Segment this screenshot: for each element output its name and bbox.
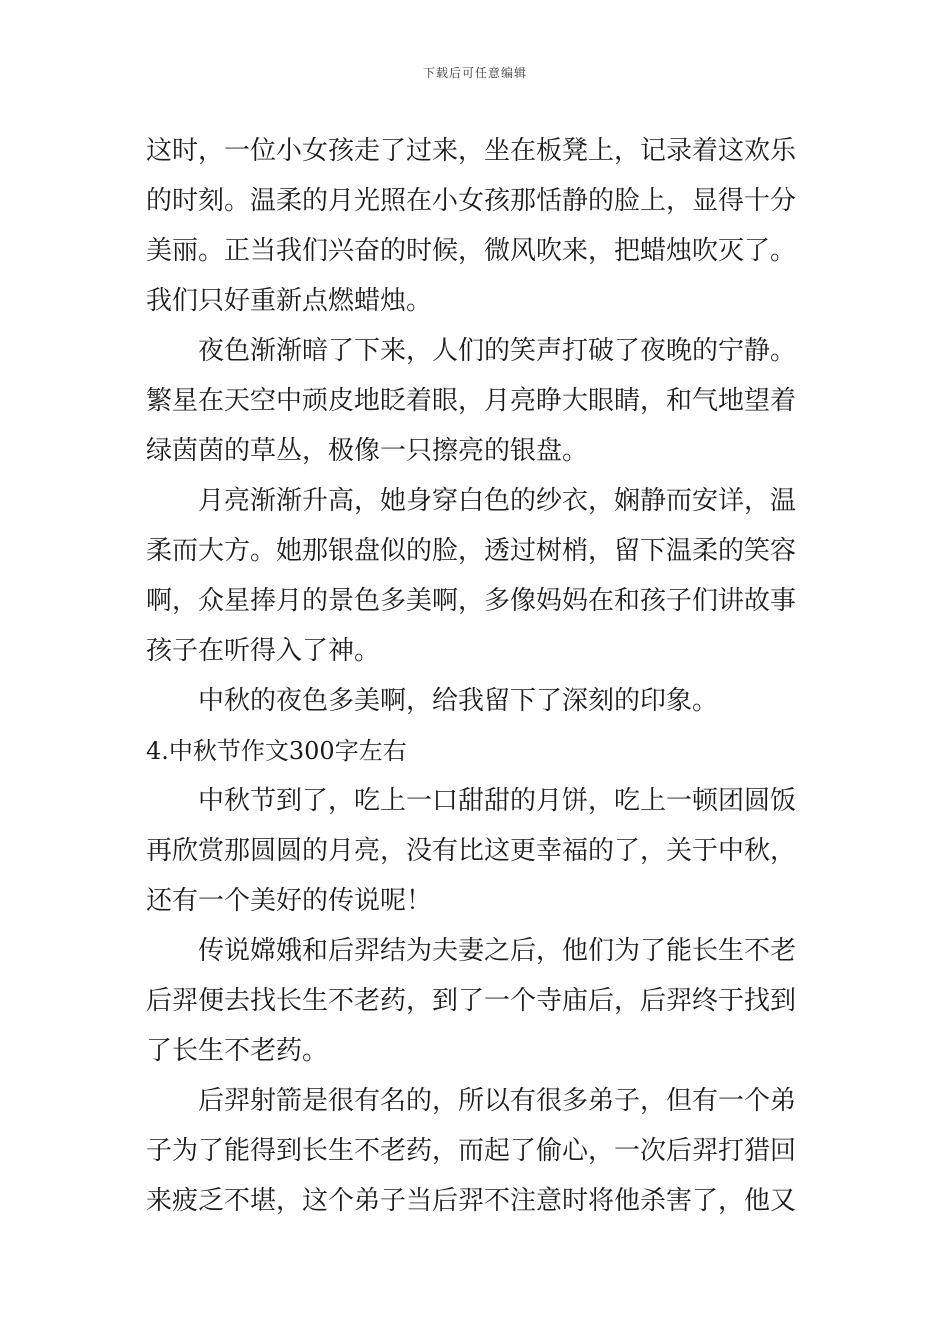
text-line: 传说嫦娥和后羿结为夫妻之后，他们为了能长生不老 (198, 936, 797, 966)
text-line: 月亮渐渐升高，她身穿白色的纱衣，娴静而安详，温 (198, 486, 797, 516)
text-line: 绿茵茵的草丛，极像一只擦亮的银盘。 (146, 436, 589, 466)
text-line: 来疲乏不堪，这个弟子当后羿不注意时将他杀害了，他又 (146, 1186, 797, 1216)
text-line: 了长生不老药。 (146, 1036, 329, 1066)
section-heading: 4.中秋节作文300字左右 (146, 737, 407, 765)
text-line: 孩子在听得入了神。 (146, 636, 381, 666)
document-body (146, 126, 810, 1226)
text-line: 后羿便去找长生不老药，到了一个寺庙后，后羿终于找到 (146, 986, 797, 1016)
text-line: 夜色渐渐暗了下来，人们的笑声打破了夜晚的宁静。 (198, 336, 797, 366)
text-line: 中秋的夜色多美啊，给我留下了深刻的印象。 (198, 686, 719, 716)
page-header: 下载后可任意编辑 (422, 66, 527, 80)
text-line: 后羿射箭是很有名的，所以有很多弟子，但有一个弟 (198, 1086, 797, 1116)
text-line: 繁星在天空中顽皮地眨着眼，月亮睁大眼睛，和气地望着 (146, 386, 797, 416)
text-line: 我们只好重新点燃蜡烛。 (146, 286, 433, 316)
text-line: 的时刻。温柔的月光照在小女孩那恬静的脸上，显得十分 (146, 186, 797, 216)
text-line: 子为了能得到长生不老药，而起了偷心，一次后羿打猎回 (146, 1136, 797, 1166)
text-line: 再欣赏那圆圆的月亮，没有比这更幸福的了，关于中秋， (146, 836, 797, 866)
text-line: 这时，一位小女孩走了过来，坐在板凳上，记录着这欢乐 (146, 136, 797, 166)
text-line: 啊，众星捧月的景色多美啊，多像妈妈在和孩子们讲故事 (146, 586, 797, 616)
text-line: 柔而大方。她那银盘似的脸，透过树梢，留下温柔的笑容 (146, 536, 797, 566)
text-line: 美丽。正当我们兴奋的时候，微风吹来，把蜡烛吹灭了。 (146, 236, 797, 266)
text-line: 中秋节到了，吃上一口甜甜的月饼，吃上一顿团圆饭 (198, 786, 797, 816)
text-line: 还有一个美好的传说呢！ (146, 886, 433, 916)
